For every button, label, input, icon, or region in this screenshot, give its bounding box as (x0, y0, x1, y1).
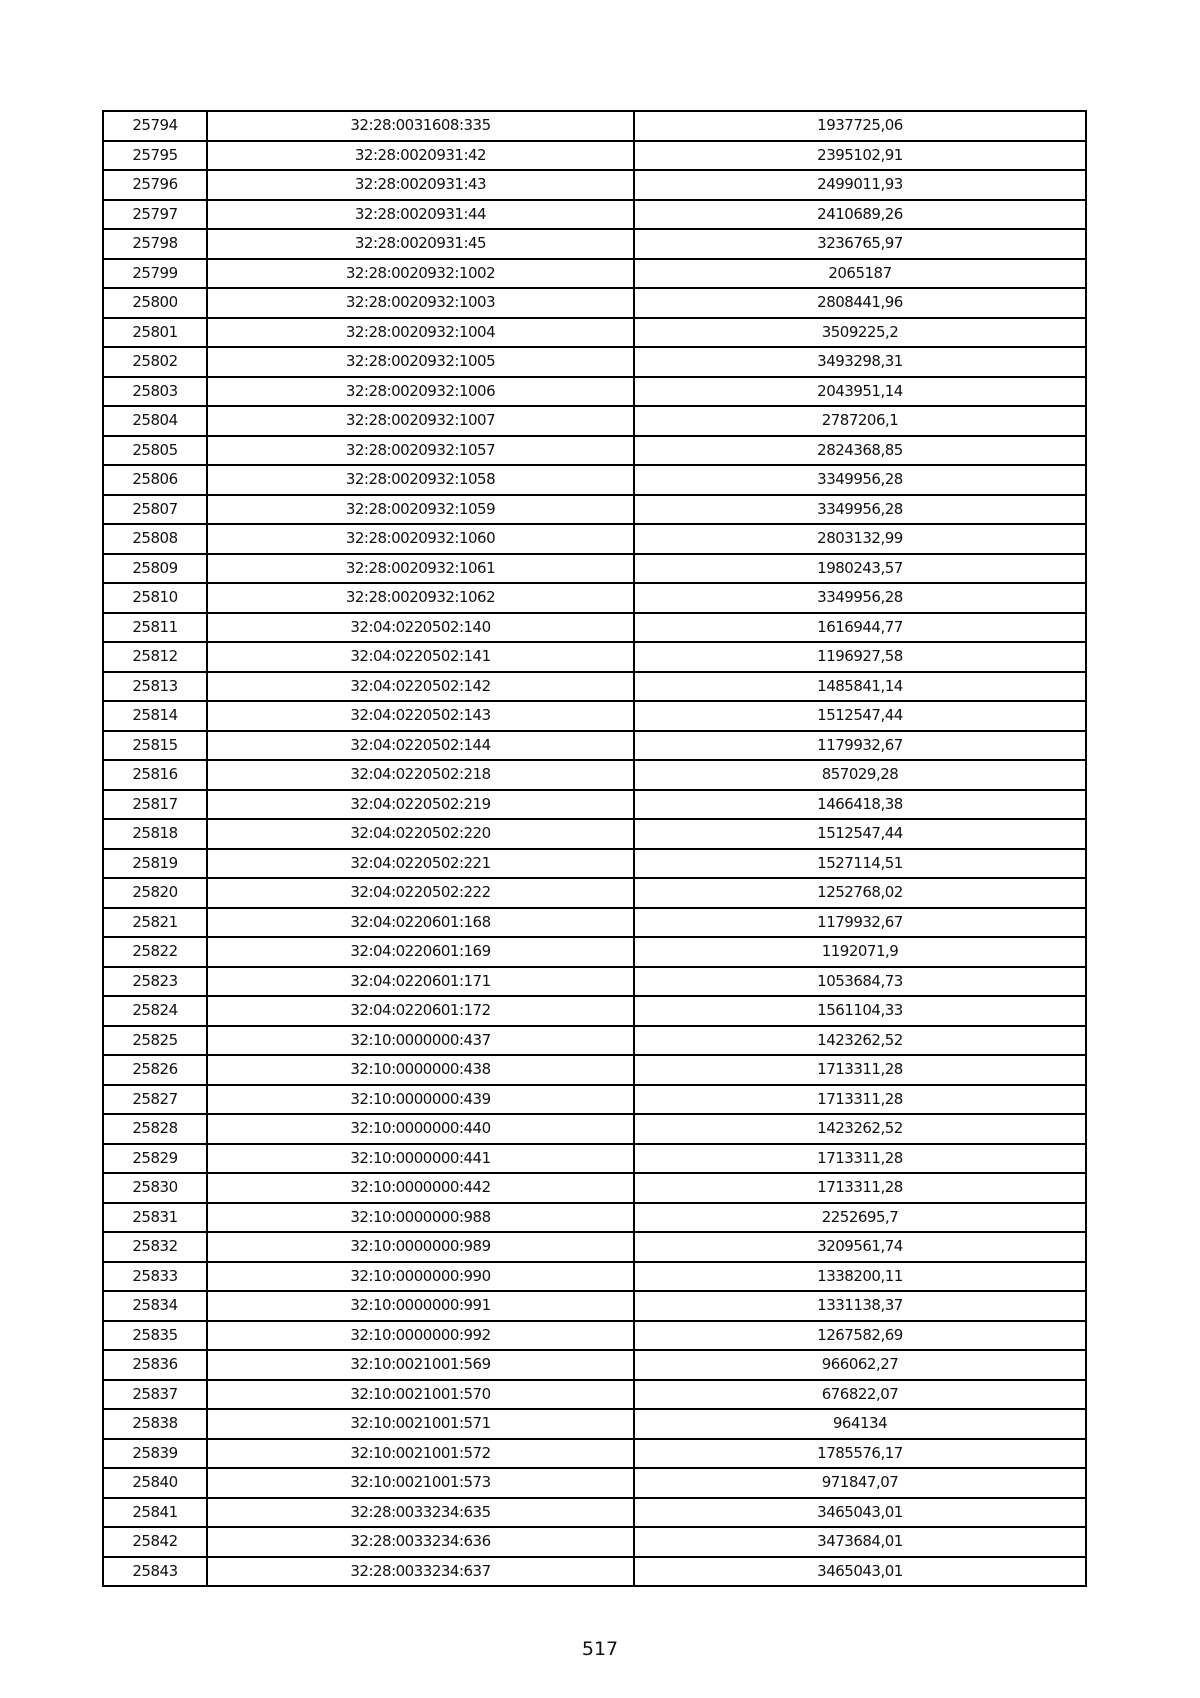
cadastral-number-cell: 32:10:0021001:571 (207, 1409, 634, 1439)
cadastral-value-cell: 1053684,73 (634, 967, 1086, 997)
table-row (103, 760, 1086, 790)
table-row (103, 170, 1086, 200)
cadastral-value-cell: 1713311,28 (634, 1055, 1086, 1085)
cadastral-number-cell: 32:28:0020932:1004 (207, 318, 634, 348)
row-number-cell: 25803 (103, 377, 207, 407)
cadastral-number-cell: 32:10:0000000:441 (207, 1144, 634, 1174)
cadastral-value-cell: 857029,28 (634, 760, 1086, 790)
cadastral-number-cell: 32:28:0020931:42 (207, 141, 634, 171)
cadastral-value-cell: 3349956,28 (634, 583, 1086, 613)
table-row (103, 111, 1086, 141)
cadastral-value-cell: 1713311,28 (634, 1173, 1086, 1203)
cadastral-value-cell: 2803132,99 (634, 524, 1086, 554)
cadastral-value-cell: 1466418,38 (634, 790, 1086, 820)
table-row (103, 229, 1086, 259)
cadastral-value-cell: 3509225,2 (634, 318, 1086, 348)
cadastral-number-cell: 32:28:0020931:43 (207, 170, 634, 200)
cadastral-number-cell: 32:28:0020932:1005 (207, 347, 634, 377)
table-row (103, 1350, 1086, 1380)
row-number-cell: 25841 (103, 1498, 207, 1528)
cadastral-number-cell: 32:28:0033234:635 (207, 1498, 634, 1528)
table-row (103, 908, 1086, 938)
cadastral-value-cell: 2252695,7 (634, 1203, 1086, 1233)
row-number-cell: 25808 (103, 524, 207, 554)
cadastral-value-cell: 1785576,17 (634, 1439, 1086, 1469)
row-number-cell: 25807 (103, 495, 207, 525)
row-number-cell: 25827 (103, 1085, 207, 1115)
row-number-cell: 25819 (103, 849, 207, 879)
row-number-cell: 25842 (103, 1527, 207, 1557)
cadastral-number-cell: 32:04:0220502:219 (207, 790, 634, 820)
table-row (103, 1026, 1086, 1056)
cadastral-number-cell: 32:04:0220502:218 (207, 760, 634, 790)
row-number-cell: 25813 (103, 672, 207, 702)
table-row (103, 288, 1086, 318)
table-row (103, 1409, 1086, 1439)
cadastral-value-cell: 2395102,91 (634, 141, 1086, 171)
cadastral-number-cell: 32:10:0000000:988 (207, 1203, 634, 1233)
cadastral-number-cell: 32:10:0021001:573 (207, 1468, 634, 1498)
cadastral-value-cell: 3465043,01 (634, 1557, 1086, 1587)
cadastral-value-cell: 3493298,31 (634, 347, 1086, 377)
cadastral-number-cell: 32:28:0033234:637 (207, 1557, 634, 1587)
cadastral-number-cell: 32:04:0220502:143 (207, 701, 634, 731)
row-number-cell: 25818 (103, 819, 207, 849)
cadastral-value-cell: 1512547,44 (634, 701, 1086, 731)
cadastral-value-cell: 2065187 (634, 259, 1086, 289)
row-number-cell: 25811 (103, 613, 207, 643)
cadastral-number-cell: 32:28:0020932:1002 (207, 259, 634, 289)
table-row (103, 1232, 1086, 1262)
row-number-cell: 25837 (103, 1380, 207, 1410)
cadastral-value-cell: 3349956,28 (634, 495, 1086, 525)
table-row (103, 377, 1086, 407)
cadastral-number-cell: 32:28:0031608:335 (207, 111, 634, 141)
cadastral-value-cell: 966062,27 (634, 1350, 1086, 1380)
table-row (103, 318, 1086, 348)
cadastral-value-cell: 964134 (634, 1409, 1086, 1439)
cadastral-number-cell: 32:04:0220601:171 (207, 967, 634, 997)
cadastral-number-cell: 32:04:0220601:172 (207, 996, 634, 1026)
table-body (103, 111, 1086, 1586)
cadastral-number-cell: 32:10:0000000:442 (207, 1173, 634, 1203)
cadastral-number-cell: 32:28:0020932:1007 (207, 406, 634, 436)
cadastral-value-cell: 1252768,02 (634, 878, 1086, 908)
cadastral-number-cell: 32:10:0000000:438 (207, 1055, 634, 1085)
row-number-cell: 25809 (103, 554, 207, 584)
row-number-cell: 25826 (103, 1055, 207, 1085)
row-number-cell: 25815 (103, 731, 207, 761)
table-row (103, 1203, 1086, 1233)
row-number-cell: 25839 (103, 1439, 207, 1469)
table-row (103, 141, 1086, 171)
table-row (103, 996, 1086, 1026)
row-number-cell: 25830 (103, 1173, 207, 1203)
cadastral-number-cell: 32:10:0021001:572 (207, 1439, 634, 1469)
table-row (103, 819, 1086, 849)
row-number-cell: 25801 (103, 318, 207, 348)
cadastral-value-cell: 1338200,11 (634, 1262, 1086, 1292)
cadastral-number-cell: 32:10:0000000:989 (207, 1232, 634, 1262)
cadastral-number-cell: 32:04:0220502:222 (207, 878, 634, 908)
cadastral-value-cell: 1561104,33 (634, 996, 1086, 1026)
row-number-cell: 25822 (103, 937, 207, 967)
row-number-cell: 25799 (103, 259, 207, 289)
row-number-cell: 25798 (103, 229, 207, 259)
table-row (103, 554, 1086, 584)
row-number-cell: 25831 (103, 1203, 207, 1233)
cadastral-number-cell: 32:28:0020932:1006 (207, 377, 634, 407)
table-row (103, 672, 1086, 702)
cadastral-value-cell: 3465043,01 (634, 1498, 1086, 1528)
table-row (103, 937, 1086, 967)
row-number-cell: 25806 (103, 465, 207, 495)
cadastral-number-cell: 32:04:0220502:142 (207, 672, 634, 702)
row-number-cell: 25835 (103, 1321, 207, 1351)
table-row (103, 1055, 1086, 1085)
table-row (103, 1498, 1086, 1528)
table-row (103, 259, 1086, 289)
row-number-cell: 25797 (103, 200, 207, 230)
table-row (103, 1439, 1086, 1469)
cadastral-value-cell: 676822,07 (634, 1380, 1086, 1410)
row-number-cell: 25821 (103, 908, 207, 938)
row-number-cell: 25795 (103, 141, 207, 171)
cadastral-number-cell: 32:04:0220601:169 (207, 937, 634, 967)
cadastral-value-cell: 2499011,93 (634, 170, 1086, 200)
table-row (103, 583, 1086, 613)
table-row (103, 1291, 1086, 1321)
cadastral-value-cell: 1423262,52 (634, 1114, 1086, 1144)
cadastral-number-cell: 32:28:0020932:1057 (207, 436, 634, 466)
table-row (103, 1321, 1086, 1351)
cadastral-value-cell: 1423262,52 (634, 1026, 1086, 1056)
cadastral-value-cell: 3209561,74 (634, 1232, 1086, 1262)
cadastral-value-cell: 2808441,96 (634, 288, 1086, 318)
cadastral-number-cell: 32:10:0000000:437 (207, 1026, 634, 1056)
table-row (103, 1380, 1086, 1410)
table-row (103, 1557, 1086, 1587)
cadastral-number-cell: 32:28:0020932:1060 (207, 524, 634, 554)
cadastral-value-cell: 1267582,69 (634, 1321, 1086, 1351)
cadastral-value-cell: 2787206,1 (634, 406, 1086, 436)
table-row (103, 1262, 1086, 1292)
row-number-cell: 25833 (103, 1262, 207, 1292)
table-row (103, 524, 1086, 554)
table-row (103, 347, 1086, 377)
row-number-cell: 25834 (103, 1291, 207, 1321)
cadastral-value-cell: 1713311,28 (634, 1144, 1086, 1174)
cadastral-value-cell: 1713311,28 (634, 1085, 1086, 1115)
table-row (103, 849, 1086, 879)
row-number-cell: 25800 (103, 288, 207, 318)
cadastral-value-cell: 1485841,14 (634, 672, 1086, 702)
cadastral-value-cell: 1196927,58 (634, 642, 1086, 672)
cadastral-value-cell: 1937725,06 (634, 111, 1086, 141)
row-number-cell: 25812 (103, 642, 207, 672)
row-number-cell: 25805 (103, 436, 207, 466)
cadastral-value-table (102, 110, 1087, 1587)
table-row (103, 642, 1086, 672)
row-number-cell: 25836 (103, 1350, 207, 1380)
cadastral-value-cell: 2410689,26 (634, 200, 1086, 230)
row-number-cell: 25823 (103, 967, 207, 997)
cadastral-number-cell: 32:04:0220502:221 (207, 849, 634, 879)
table-row (103, 1527, 1086, 1557)
cadastral-value-cell: 1616944,77 (634, 613, 1086, 643)
cadastral-value-cell: 1512547,44 (634, 819, 1086, 849)
cadastral-number-cell: 32:04:0220502:141 (207, 642, 634, 672)
cadastral-number-cell: 32:04:0220502:220 (207, 819, 634, 849)
cadastral-number-cell: 32:28:0020931:45 (207, 229, 634, 259)
cadastral-number-cell: 32:28:0020932:1059 (207, 495, 634, 525)
table-row (103, 1114, 1086, 1144)
table-row (103, 1085, 1086, 1115)
row-number-cell: 25820 (103, 878, 207, 908)
row-number-cell: 25832 (103, 1232, 207, 1262)
row-number-cell: 25794 (103, 111, 207, 141)
cadastral-value-cell: 2043951,14 (634, 377, 1086, 407)
cadastral-number-cell: 32:10:0000000:440 (207, 1114, 634, 1144)
cadastral-number-cell: 32:28:0020932:1062 (207, 583, 634, 613)
cadastral-number-cell: 32:10:0000000:439 (207, 1085, 634, 1115)
cadastral-number-cell: 32:04:0220601:168 (207, 908, 634, 938)
row-number-cell: 25814 (103, 701, 207, 731)
row-number-cell: 25824 (103, 996, 207, 1026)
cadastral-value-cell: 3349956,28 (634, 465, 1086, 495)
cadastral-number-cell: 32:10:0000000:992 (207, 1321, 634, 1351)
row-number-cell: 25843 (103, 1557, 207, 1587)
table-row (103, 967, 1086, 997)
row-number-cell: 25816 (103, 760, 207, 790)
table-row (103, 1468, 1086, 1498)
row-number-cell: 25810 (103, 583, 207, 613)
row-number-cell: 25817 (103, 790, 207, 820)
table-row (103, 790, 1086, 820)
table-row (103, 436, 1086, 466)
cadastral-number-cell: 32:28:0020931:44 (207, 200, 634, 230)
row-number-cell: 25829 (103, 1144, 207, 1174)
table-row (103, 701, 1086, 731)
cadastral-value-cell: 1179932,67 (634, 908, 1086, 938)
page-number: 517 (581, 1638, 619, 1660)
cadastral-value-cell: 1192071,9 (634, 937, 1086, 967)
cadastral-number-cell: 32:10:0000000:991 (207, 1291, 634, 1321)
cadastral-number-cell: 32:10:0021001:570 (207, 1380, 634, 1410)
row-number-cell: 25825 (103, 1026, 207, 1056)
row-number-cell: 25802 (103, 347, 207, 377)
table-row (103, 495, 1086, 525)
cadastral-value-cell: 3473684,01 (634, 1527, 1086, 1557)
cadastral-value-cell: 3236765,97 (634, 229, 1086, 259)
table-row (103, 200, 1086, 230)
table-row (103, 1144, 1086, 1174)
cadastral-number-cell: 32:28:0020932:1061 (207, 554, 634, 584)
cadastral-number-cell: 32:10:0021001:569 (207, 1350, 634, 1380)
cadastral-value-cell: 1331138,37 (634, 1291, 1086, 1321)
cadastral-value-cell: 1179932,67 (634, 731, 1086, 761)
cadastral-value-cell: 1527114,51 (634, 849, 1086, 879)
cadastral-value-cell: 2824368,85 (634, 436, 1086, 466)
cadastral-value-cell: 971847,07 (634, 1468, 1086, 1498)
table-row (103, 406, 1086, 436)
cadastral-number-cell: 32:28:0020932:1003 (207, 288, 634, 318)
cadastral-number-cell: 32:10:0000000:990 (207, 1262, 634, 1292)
table-row (103, 878, 1086, 908)
row-number-cell: 25796 (103, 170, 207, 200)
cadastral-value-cell: 1980243,57 (634, 554, 1086, 584)
cadastral-number-cell: 32:04:0220502:140 (207, 613, 634, 643)
table-row (103, 1173, 1086, 1203)
row-number-cell: 25828 (103, 1114, 207, 1144)
row-number-cell: 25804 (103, 406, 207, 436)
table-row (103, 731, 1086, 761)
row-number-cell: 25838 (103, 1409, 207, 1439)
cadastral-number-cell: 32:04:0220502:144 (207, 731, 634, 761)
cadastral-number-cell: 32:28:0020932:1058 (207, 465, 634, 495)
row-number-cell: 25840 (103, 1468, 207, 1498)
table-row (103, 465, 1086, 495)
table-row (103, 613, 1086, 643)
cadastral-number-cell: 32:28:0033234:636 (207, 1527, 634, 1557)
